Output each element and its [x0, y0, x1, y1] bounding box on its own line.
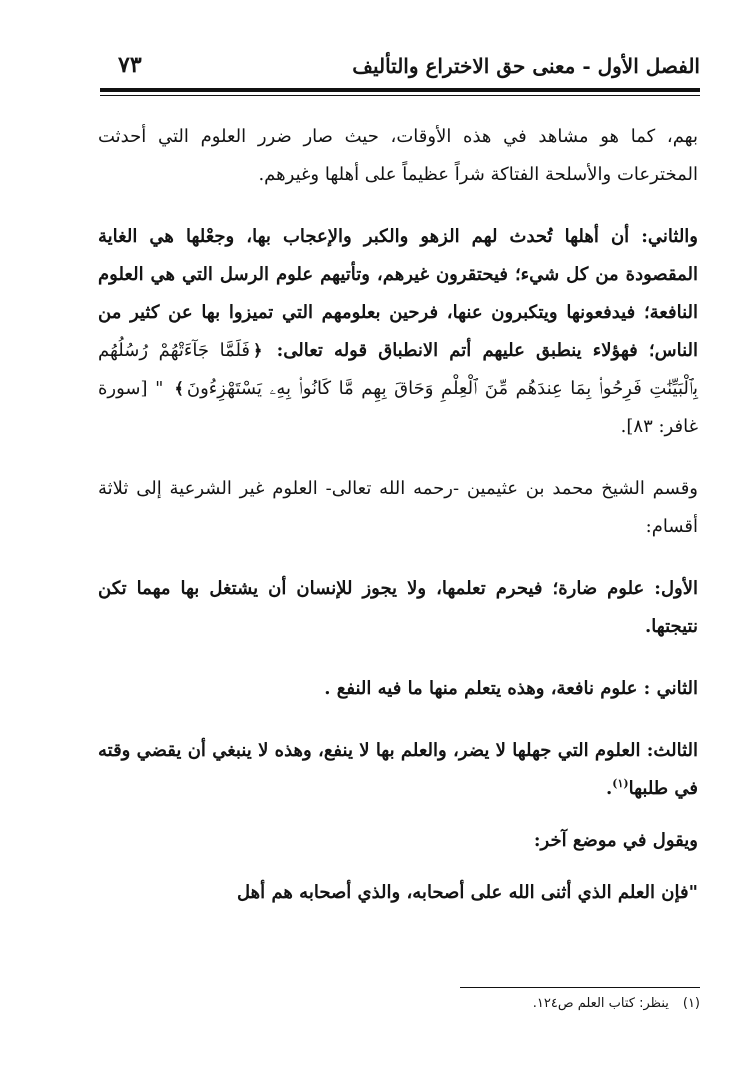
paragraph-6 [98, 732, 698, 808]
footnote-text: ينظر: كتاب العلم ص١٢٤. [532, 996, 669, 1011]
running-title: الفصل الأول - معنى حق الاختراع والتأليف [352, 54, 700, 78]
footnote-number: (١) [682, 996, 700, 1011]
header-rule-thin [100, 95, 700, 96]
paragraph-5: الثاني : علوم نافعة، وهذه يتعلم منها ما فيه النفع . [324, 678, 698, 699]
paragraph-8: "فإن العلم الذي أثنى الله على أصحابه، والذي أصحابه هم أهل [237, 882, 698, 903]
header-rule-thick [100, 88, 700, 92]
page-number: ٧٣ [118, 52, 142, 78]
quran-close-ornament: ﴾ [174, 379, 184, 398]
paragraph-2 [98, 218, 698, 446]
paragraph-2-lead: والثاني: أن أهلها تُحدث لهم الزهو والكبر والإعجاب بها، وجعْلها هي الغاية المقصودة من كل شيء؛ فيحتقرون غيرهم، وتأتيهم علوم الرسل التي هي العلوم النافعة؛ فيدفعونها ويتكبرون عنها، فرحين بعلومهم التي تميزوا بها عن كثير من الناس؛ فهؤلاء ينطبق عليهم أتم الانطباق قوله تعالى: [98, 226, 698, 361]
paragraph-6-text: الثالث: العلوم التي جهلها لا يضر، والعلم بها لا ينفع، وهذه لا ينبغي أن يقضي وقته في طلبها [98, 740, 698, 799]
paragraph-1: بهم، كما هو مشاهد في هذه الأوقات، حيث صار ضرر العلوم التي أحدثت المخترعات والأسلحة الفتاكة شراً عظيماً على أهلها وغيرهم. [98, 126, 698, 185]
footnote-marker: (١) [612, 777, 629, 790]
paragraph-7: ويقول في موضع آخر: [533, 830, 698, 851]
quran-reference: " [سورة غافر: ٨٣]. [98, 378, 698, 437]
footnote [430, 996, 700, 1011]
paragraph-3: وقسم الشيخ محمد بن عثيمين -رحمه الله تعالى- العلوم غير الشرعية إلى ثلاثة أقسام: [98, 478, 698, 537]
page-header [100, 46, 700, 84]
quran-verse: فَلَمَّا جَآءَتْهُمْ رُسُلُهُم بِٱلْبَيِّنَٰتِ فَرِحُوا۟ بِمَا عِندَهُم مِّنَ ٱلْعِلْمِ وَحَاقَ بِهِم مَّا كَانُوا۟ بِهِۦ يَسْتَهْزِءُونَ [98, 340, 698, 399]
paragraph-4: الأول: علوم ضارة؛ فيحرم تعلمها، ولا يجوز للإنسان أن يشتغل بها مهما تكن نتيجتها. [98, 578, 698, 637]
paragraph-6-end: . [605, 778, 613, 799]
footnote-rule [460, 987, 700, 988]
body-text [98, 118, 698, 912]
quran-open-ornament: ﴿ [253, 341, 263, 360]
